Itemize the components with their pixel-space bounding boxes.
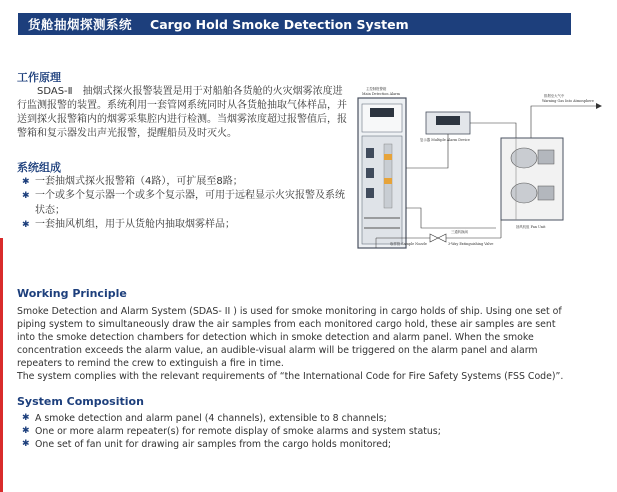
- panel-label-cn: 主控制报警箱: [366, 87, 387, 91]
- accent-bar: [0, 238, 3, 492]
- outlet-label-cn: 排烟至大气中: [544, 94, 565, 98]
- cn-principle-title: 工作原理: [17, 71, 61, 84]
- list-item: ✱ One or more alarm repeater(s) for remote display of smoke alarms and system status;: [22, 426, 441, 438]
- valve-icon: [430, 234, 438, 242]
- fan-label: 抽风机组 Fan Unit: [516, 225, 546, 229]
- fan-unit: [501, 138, 563, 220]
- cn-composition-title: 系统组成: [17, 161, 61, 174]
- list-item: ✱ One set of fan unit for drawing air samples from the cargo holds monitored;: [22, 439, 392, 451]
- en-principle-text: Smoke Detection and Alarm System (SDAS- II ) is used for smoke monitoring in cargo holds of ship. Using one set of piping system to simultaneously draw the air samples from each monitored cargo hold, these air samples are sent into the smoke detection chambers for detection which in smoke detection and alarm panel. When the smoke concentration exceeds the alarm value, an audible-visual alarm will be triggered on the alarm panel and alarm repeaters to remind the crew to extinguish a fire in time. The system complies with the relevant requirements of “the International Code for Fire Safety Systems (FSS Code)”.: [17, 306, 564, 382]
- valve-label-cn: 三通转换阀: [451, 230, 468, 234]
- system-diagram: [356, 78, 608, 256]
- bullet-star-icon: ✱: [22, 426, 30, 437]
- valve-label-en: 3-Way Extinguishing Valve: [448, 242, 494, 246]
- header-title-en: Cargo Hold Smoke Detection System: [150, 16, 409, 32]
- list-item: ✱ 一个或多个复示器一个或多个复示器，可用于远程显示火灾报警及系统状态；: [22, 190, 345, 216]
- bullet-star-icon: ✱: [22, 177, 30, 187]
- panel-label-en: Main Detection Alarm: [362, 92, 400, 96]
- cn-composition-list: [22, 175, 352, 233]
- cn-principle-text: SDAS-Ⅱ 抽烟式探火报警装置是用于对船舶各货舱的火灾烟雾浓度进行监测报警的装置。系统利用一套管网系统同时从各货舱抽取气体样品，并送到探火报警箱内的烟雾采集腔内进行检测。当烟雾浓度超过报警值后，报警箱和复示器发出声光报警，提醒船员及时灭火。: [17, 86, 347, 139]
- outlet-label-en: Warning Gas Into Atmosphere: [542, 99, 594, 103]
- bullet-star-icon: ✱: [22, 191, 30, 202]
- list-item: ✱ 一套抽烟式探火报警箱（4路），可扩展至8路；: [22, 175, 352, 189]
- bullet-star-icon: ✱: [22, 220, 30, 231]
- list-item: ✱ 一套抽风机组，用于从货舱内抽取烟雾样品；: [22, 218, 352, 232]
- en-principle-title: Working Principle: [17, 287, 127, 300]
- header-title-cn: 货舱抽烟探测系统: [28, 17, 133, 32]
- bullet-star-icon: ✱: [22, 439, 30, 450]
- list-item: ✱ A smoke detection and alarm panel (4 channels), extensible to 8 channels;: [22, 413, 387, 424]
- en-composition-title: System Composition: [17, 395, 144, 408]
- bullet-star-icon: ✱: [22, 413, 30, 423]
- repeater-label: 复示器 Multiple Alarm Device: [420, 138, 470, 142]
- main-alarm-panel: [358, 98, 406, 248]
- page-header: [18, 13, 571, 35]
- alarm-repeater: [426, 112, 470, 134]
- en-composition-list: [22, 412, 602, 452]
- sample-label: 取样管 Sample Nozzle: [390, 242, 427, 246]
